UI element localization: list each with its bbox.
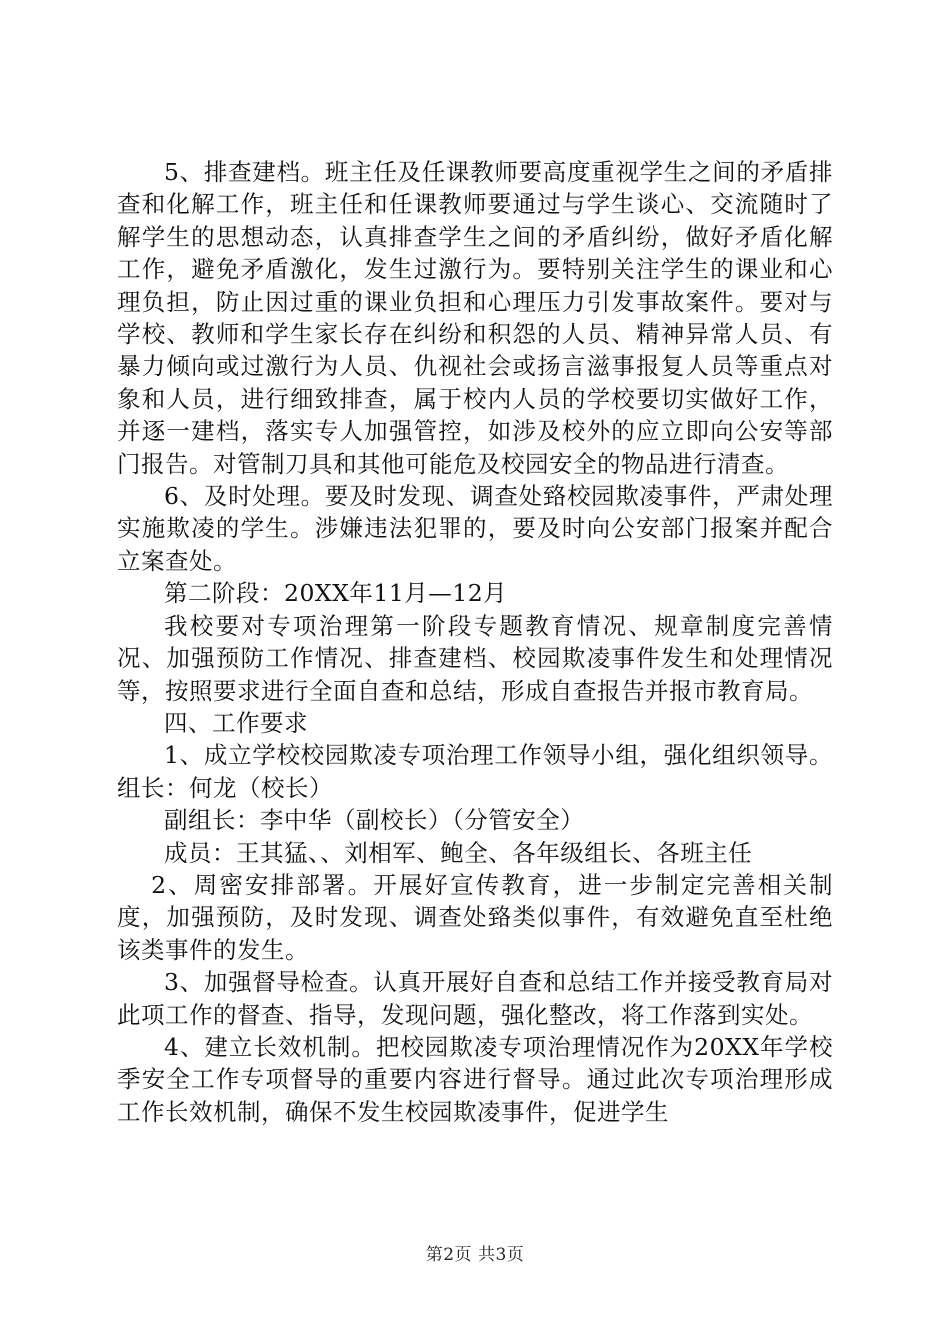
- document-body: [117, 156, 833, 1128]
- page-footer: 第2页 共3页: [425, 1245, 525, 1265]
- requirement-4-paragraph: 4、建立长效机制。把校园欺凌专项治理情况作为20XX年学校季安全工作专项督导的重要内容进行督导。通过此次专项治理形成工作长效机制，确保不发生校园欺凌事件，促进学生: [117, 1032, 833, 1126]
- stage-two-heading: 第二阶段：20XX年11月—12月: [164, 579, 508, 608]
- requirement-3-paragraph: 3、加强督导检查。认真开展好自查和总结工作并接受教育局对此项工作的督查、指导，发现问题，强化整改，将工作落到实处。: [117, 968, 833, 1029]
- requirement-2-paragraph: 2、周密安排部署。开展好宣传教育，进一步制定完善相关制度，加强预防，及时发现、调查处臵类似事件，有效避免直至杜绝该类事件的发生。: [117, 870, 833, 964]
- requirement-1-paragraph: 1、成立学校校园欺凌专项治理工作领导小组，强化组织领导。组长：何龙（校长）: [117, 741, 833, 802]
- paragraph-6-handling: 6、及时处理。要及时发现、调查处臵校园欺凌事件，严肃处理实施欺凌的学生。涉嫌违法犯罪的，要及时向公安部门报案并配合立案查处。: [117, 482, 833, 575]
- members-line: 成员：王其猛、、刘相军、鲍全、各年级组长、各班主任: [164, 838, 753, 867]
- stage-two-paragraph: 我校要对专项治理第一阶段专题教育情况、规章制度完善情况、加强预防工作情况、排查建档、校园欺凌事件发生和处理情况等，按照要求进行全面自查和总结，形成自查报告并报市教育局。: [117, 611, 833, 705]
- section-four-heading: 四、工作要求: [164, 708, 308, 737]
- paragraph-5-investigation: 5、排查建档。班主任及任课教师要高度重视学生之间的矛盾排查和化解工作，班主任和任课教师要通过与学生谈心、交流随时了解学生的思想动态，认真排查学生之间的矛盾纠纷，做好矛盾化解工作，避免矛盾激化，发生过激行为。要特别关注学生的课业和心理负担，防止因过重的课业负担和心理压力引发事故案件。要对与学校、教师和学生家长存在纠纷和积怨的人员、精神异常人员、有暴力倾向或过激行为人员、仇视社会或扬言滋事报复人员等重点对象和人员，进行细致排查，属于校内人员的学校要切实做好工作，并逐一建档，落实专人加强管控，如涉及校外的应立即向公安等部门报告。对管制刀具和其他可能危及校园安全的物品进行清查。: [117, 158, 833, 478]
- deputy-leader-line: 副组长：李中华（副校长）（分管安全）: [164, 806, 585, 835]
